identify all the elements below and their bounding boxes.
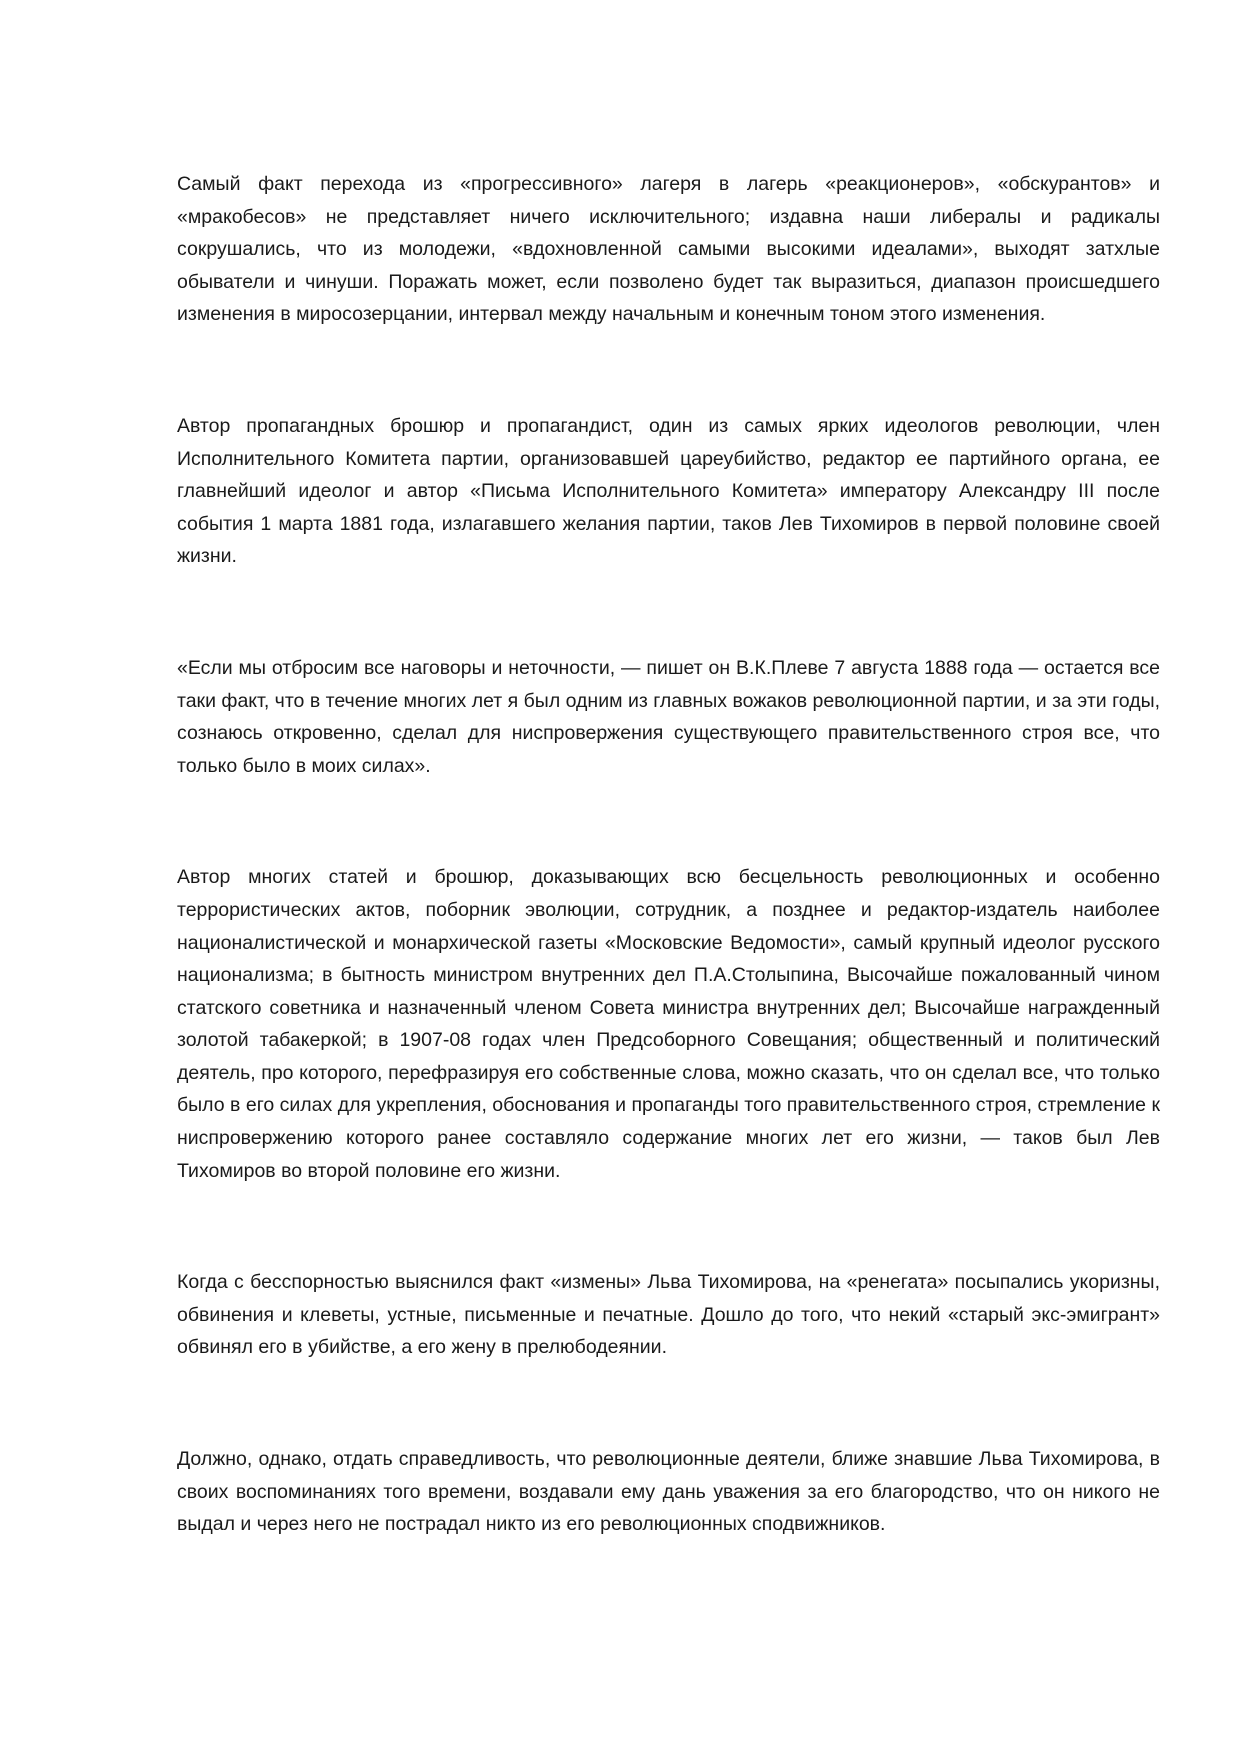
paragraph-1: Самый факт перехода из «прогрессивного» лагеря в лагерь «реакционеров», «обскурантов» и «мракобесов» не представляет ничего исключительного; издавна наши либералы и радикалы сокрушались, что из молодежи, «вдохновленной самыми высокими идеалами», выходят затхлые обыватели и чинуши. Поражать может, если позволено будет так выразиться, диапазон происшедшего изменения в миросозерцании, интервал между начальным и конечным тоном этого изменения.: [177, 173, 1160, 326]
document-body: [177, 168, 1160, 1541]
paragraph-4: Автор многих статей и брошюр, доказывающих всю бесцельность революционных и особенно террористических актов, поборник эволюции, сотрудник, а позднее и редактор-издатель наиболее националистической и монархической газеты «Московские Ведомости», самый крупный идеолог русского национализма; в бытность министром внутренних дел П.А.Столыпина, Высочайше пожалованный чином статского советника и назначенный членом Совета министра внутренних дел; Высочайше награжденный золотой табакеркой; в 1907-08 годах член Предсоборного Совещания; общественный и политический деятель, про которого, перефразируя его собственные слова, можно сказать, что он сделал все, что только было в его силах для укрепления, обоснования и пропаганды того правительственного строя, стремление к ниспровержению которого ранее составляло содержание многих лет его жизни, — таков был Лев Тихомиров во второй половине его жизни.: [177, 866, 1160, 1182]
paragraph-5: Когда с бесспорностью выяснился факт «измены» Льва Тихомирова, на «ренегата» посыпались укоризны, обвинения и клеветы, устные, письменные и печатные. Дошло до того, что некий «старый экс-эмигрант» обвинял его в убийстве, а его жену в прелюбодеянии.: [177, 1271, 1160, 1359]
paragraph-6: Должно, однако, отдать справедливость, что революционные деятели, ближе знавшие Льва Тихомирова, в своих воспоминаниях того времени, воздавали ему дань уважения за его благородство, что он никого не выдал и через него не пострадал никто из его революционных сподвижников.: [177, 1448, 1160, 1536]
paragraph-2: Автор пропагандных брошюр и пропагандист, один из самых ярких идеологов революции, член Исполнительного Комитета партии, организовавшей цареубийство, редактор ее партийного органа, ее главнейший идеолог и автор «Письма Исполнительного Комитета» императору Александру III после события 1 марта 1881 года, излагавшего желания партии, таков Лев Тихомиров в первой половине своей жизни.: [177, 414, 1160, 568]
paragraph-3: «Если мы отбросим все наговоры и неточности, — пишет он В.К.Плеве 7 августа 1888 года — остается все таки факт, что в течение многих лет я был одним из главных вожаков революционной партии, и за эти годы, сознаюсь откровенно, сделал для ниспровержения существующего правительственного строя все, что только было в моих силах».: [177, 656, 1160, 777]
